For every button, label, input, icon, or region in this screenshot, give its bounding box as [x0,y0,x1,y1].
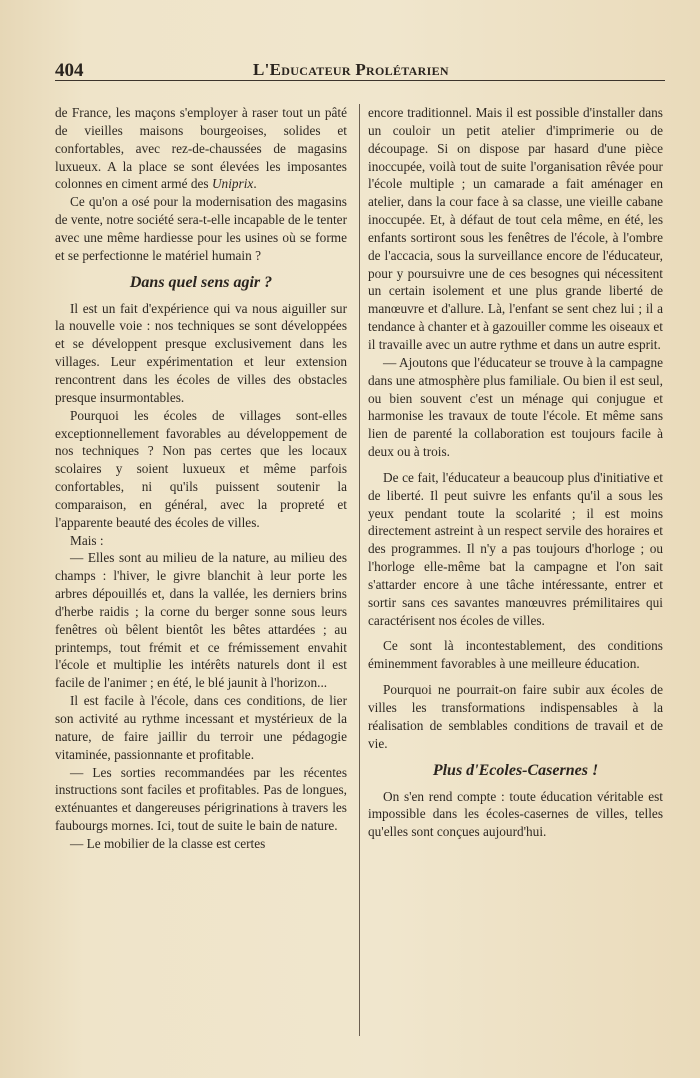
paragraph: encore traditionnel. Mais il est possible d'installer dans un couloir un petit atelier d'imprimerie ou de découpage. Si on dispose par hasard d'une pièce inoccupée, voilà tout de suite l'organisation rêvée pour l'école multiple ; un camarade a fait aménager en atelier, dans la cour face à sa classe, une vieille cabane inoccupée. Et, à défaut de tout cela même, en été, les enfants sortiront sous les fenêtres de l'école, à l'ombre de l'accacia, sous la surveillance encore de l'éducateur, pour y poursuivre une de ces besognes qui nécessitent un certain isolement et une plus grande liberté de manœuvre et d'allure. Là, l'enfant se sent chez lui ; il a tendance à chanter et à gazouiller comme les oiseaux et il travaille avec un autre rythme et dans un autre esprit. [368,105,663,352]
section-heading: Dans quel sens agir ? [129,273,273,291]
paragraph: Ce sont là incontestablement, des conditions éminemment favorables à une meilleure éducation. [368,638,663,672]
paragraph: Pourquoi ne pourrait-on faire subir aux écoles de villes les transformations indispensables à la réalisation de semblables conditions de travail et de vie. [368,682,663,751]
paragraph: — Le mobilier de la classe est certes [70,835,266,851]
paragraph: — Ajoutons que l'éducateur se trouve à la campagne dans une atmosphère plus familiale. Ou bien il est seul, ou bien souvent c'est un ménage qui conjugue et harmonise les travaux de toute l'école. Et même sans lien de parenté la collaboration est toujours facile à deux ou à trois. [368,354,663,460]
paragraph: Pourquoi les écoles de villages sont-elles exceptionnellement favorables au développement de nos techniques ? Non pas certes que les locaux scolaires y soient luxueux et même parfois confortables, ni qu'ils puissent soutenir la comparaison, en général, avec la propreté et l'apparente beauté des écoles de villes. [55,407,347,530]
journal-title: L'Educateur Prolétarien [253,60,449,79]
paragraph [55,104,347,193]
paragraph: Ce qu'on a osé pour la modernisation des magasins de vente, notre société sera-t-elle incapable de le tenter avec une même hardiesse pour les usines où se forme et se perfectionne le matériel humain ? [55,194,348,263]
header-rule [55,80,665,81]
paragraph: — Elles sont au milieu de la nature, au milieu des champs : l'hiver, le givre blanchit à leur porte les arbres dépouillés et, dans la vallée, les derniers brins d'herbe raidis ; la corne du berger sonne sous leurs fenêtres où bêlent bientôt les bêtes attardées ; au printemps, tout frémit et ce frémissement envahit l'école et multiplie les intérêts naturels dont il est facile de l'animer ; en été, le blé jaunit à l'horizon... [55,550,347,691]
page-number: 404 [55,60,84,81]
italic-term: Uniprix [211,176,254,192]
paragraph: Il est facile à l'école, dans ces conditions, de lier son activité au rythme incessant et mystérieux de la nature, de faire jaillir du terroir une pédagogie vitaminée, passionnante et profitable. [55,693,347,762]
paragraph: Il est un fait d'expérience qui va nous aiguiller sur la nouvelle voie : nos techniques se sont développées et se développent presque exclusivement dans les villages. Leur expérimentation et leur extension rencontrent dans les écoles de villes des obstacles presque insurmontables. [55,300,347,405]
left-column [55,104,347,853]
right-column [368,104,663,841]
paragraph-text: de France, les maçons s'employer à raser tout un pâté de vieilles maisons bourgeoises, solides et confortables, avec rez-de-chaussées de magasins luxueux. A la place se sont élevées les imposantes colonnes en ciment armé des [55,105,347,192]
column-divider [359,104,360,1036]
section-heading: Plus d'Ecoles-Casernes ! [432,761,599,779]
paragraph: De ce fait, l'éducateur a beaucoup plus d'initiative et de liberté. Il peut suivre les enfants qu'il a sous les yeux pendant toute la scolarité ; il est moins directement astreint à un respect servile des horaires et des programmes. Il n'y a pas toujours d'horloge ; ou l'horloge elle-même bat la campagne et l'on sait s'attarder encore à une tâche intéressante, entrer et sortir sans ces savantes manœuvres prémilitaires qui caractérisent nos écoles de villes. [368,469,663,628]
paragraph-end: . [253,176,257,192]
paragraph: Mais : [70,532,104,548]
paragraph: On s'en rend compte : toute éducation véritable est impossible dans les écoles-casernes de villes, telles qu'elles sont conçues aujourd'hui. [368,788,663,840]
paragraph: — Les sorties recommandées par les récentes instructions sont faciles et profitables. Pas de longues, exténuantes et dangereuses périgrinations à travers les faubourgs mornes. Ici, tout de suite le bain de nature. [55,764,347,834]
running-header [55,58,667,80]
